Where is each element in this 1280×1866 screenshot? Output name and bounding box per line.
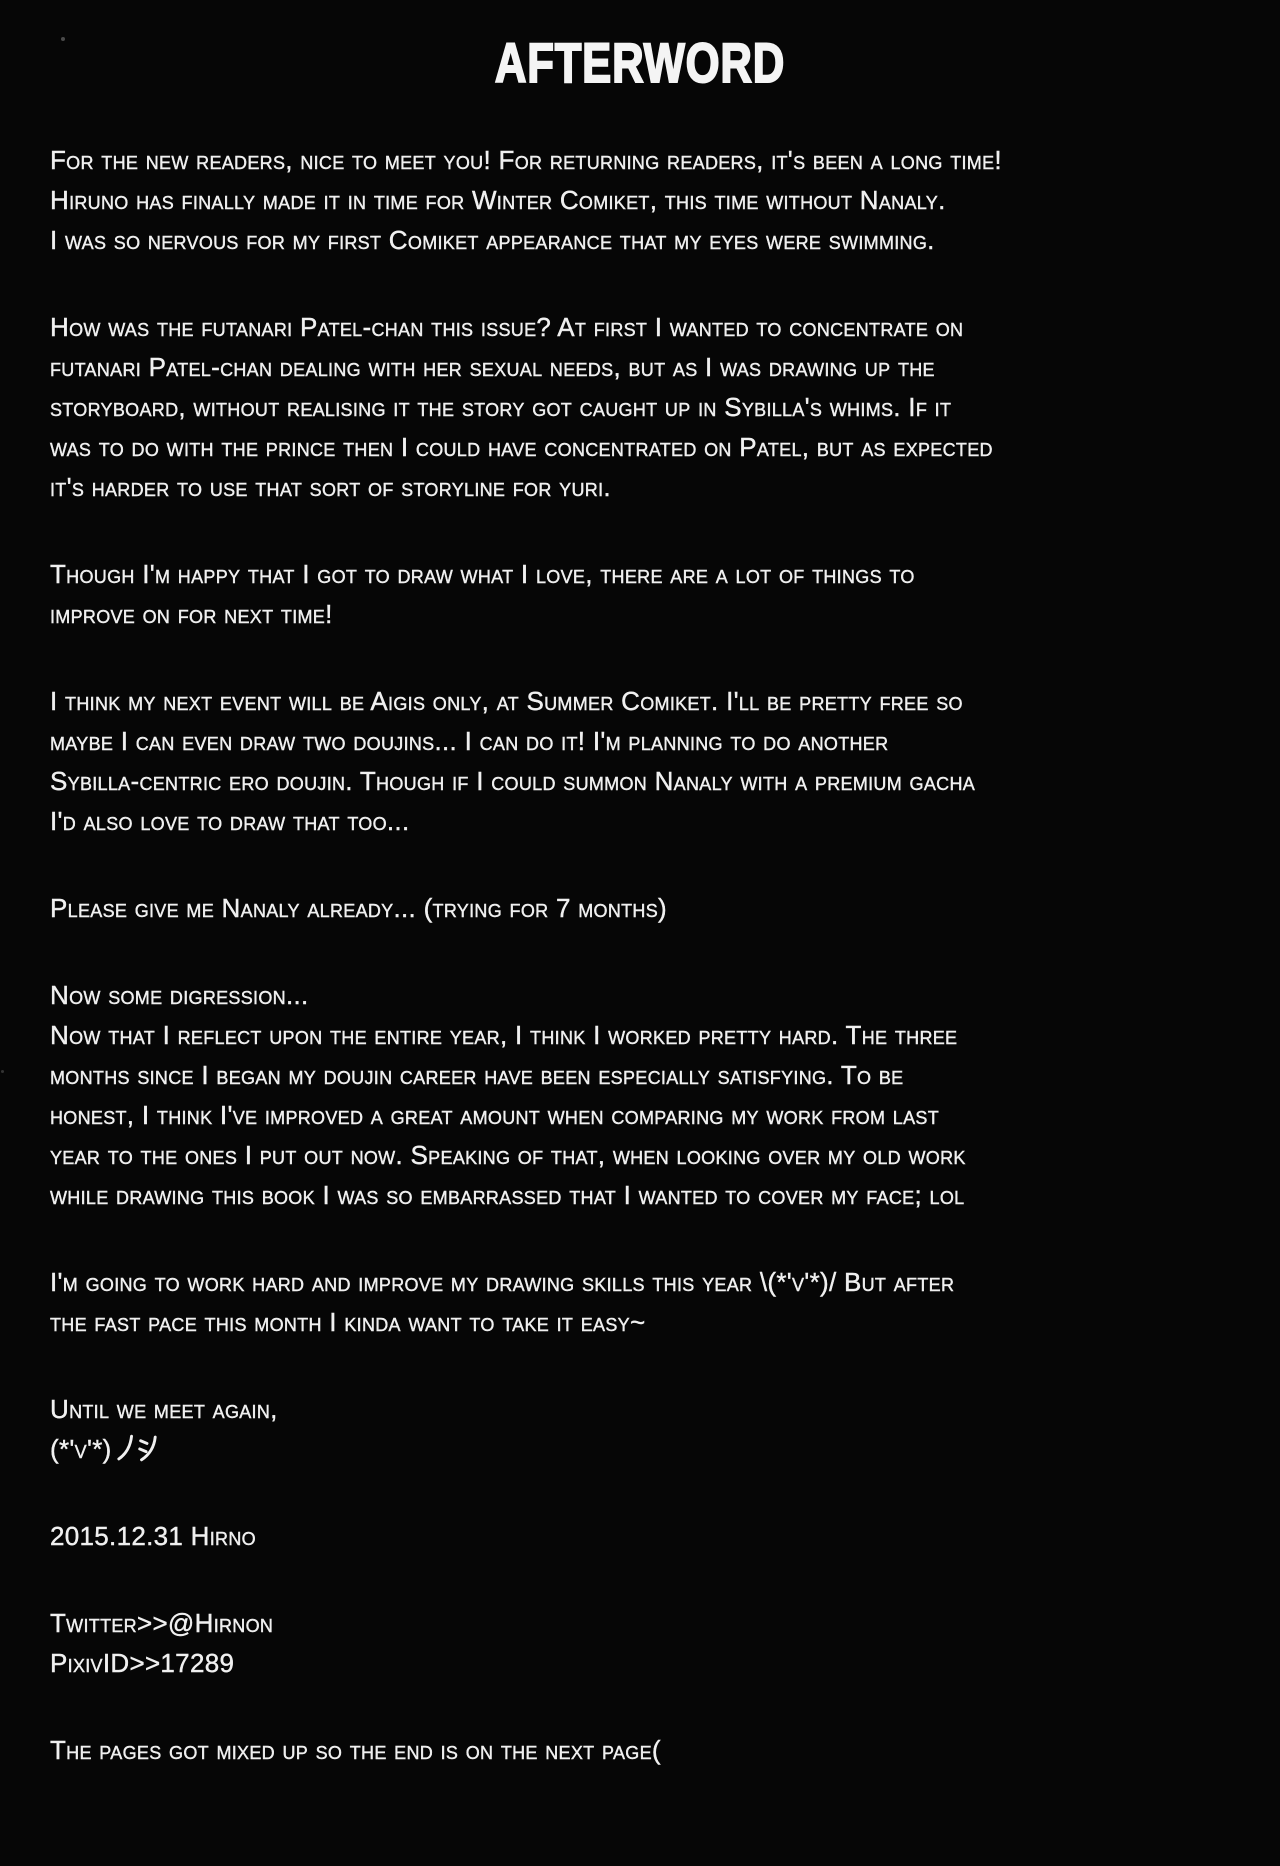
- paragraph-greeting: [50, 140, 1060, 260]
- kaomoji-text: (*'v'*): [50, 1434, 112, 1464]
- afterword-line: storyboard, without realising it the story got caught up in Sybilla's whims. If it: [50, 392, 952, 422]
- afterword-line: For the new readers, nice to meet you! For returning readers, it's been a long time!: [50, 145, 1002, 175]
- afterword-line: while drawing this book I was so embarrassed that I wanted to cover my face; lol: [50, 1180, 965, 1210]
- paragraph-next-event: [50, 681, 1060, 841]
- afterword-line: months since I began my doujin career have been especially satisfying. To be: [50, 1060, 904, 1090]
- afterword-line: Please give me Nanaly already... (trying for 7 months): [50, 893, 667, 923]
- afterword-line: futanari Patel-chan dealing with her sexual needs, but as I was drawing up the: [50, 352, 935, 382]
- paragraph-resolution: [50, 1262, 1060, 1342]
- afterword-line: Now some digression...: [50, 980, 309, 1010]
- paragraph-improvement: [50, 554, 1060, 634]
- afterword-line: Now that I reflect upon the entire year, I think I worked pretty hard. The three: [50, 1020, 958, 1050]
- afterword-line: maybe I can even draw two doujins... I can do it! I'm planning to do another: [50, 726, 889, 756]
- afterword-line: I was so nervous for my first Comiket appearance that my eyes were swimming.: [50, 225, 935, 255]
- paragraph-nanaly-plea: [50, 888, 1060, 928]
- paragraph-page-note: [50, 1730, 1060, 1770]
- date-signature-line: 2015.12.31 Hirno: [50, 1521, 256, 1551]
- twitter-handle-line: Twitter>>@Hirnon: [50, 1608, 274, 1638]
- afterword-line: Sybilla-centric ero doujin. Though if I could summon Nanaly with a premium gacha: [50, 766, 976, 796]
- paragraph-digression: [50, 975, 1060, 1215]
- kaomoji-line: [50, 1429, 1060, 1469]
- page-title: AFTERWORD: [494, 31, 786, 94]
- afterword-line: Hiruno has finally made it in time for Winter Comiket, this time without Nanaly.: [50, 185, 946, 215]
- afterword-body: [50, 140, 1060, 1817]
- afterword-line: Until we meet again,: [50, 1394, 278, 1424]
- kana-wave-glyph-icon: [117, 1433, 157, 1463]
- title-area: [0, 31, 1280, 94]
- afterword-line: I'd also love to draw that too...: [50, 806, 410, 836]
- afterword-line: honest, I think I've improved a great amount when comparing my work from last: [50, 1100, 940, 1130]
- pixiv-id-line: PixivID>>17289: [50, 1648, 235, 1678]
- afterword-line: year to the ones I put out now. Speaking of that, when looking over my old work: [50, 1140, 966, 1170]
- afterword-line: I think my next event will be Aigis only, at Summer Comiket. I'll be pretty free so: [50, 686, 963, 716]
- paragraph-issue-thoughts: [50, 307, 1060, 507]
- scan-artifact-dot: [1, 1070, 4, 1073]
- afterword-line: The pages got mixed up so the end is on the next page(: [50, 1735, 661, 1765]
- paragraph-date-signature: [50, 1516, 1060, 1556]
- paragraph-contacts: [50, 1603, 1060, 1683]
- afterword-line: I'm going to work hard and improve my drawing skills this year \(*'v'*)/ But after: [50, 1267, 955, 1297]
- afterword-line: was to do with the prince then I could have concentrated on Patel, but as expected: [50, 432, 993, 462]
- afterword-line: it's harder to use that sort of storyline for yuri.: [50, 472, 611, 502]
- afterword-line: the fast pace this month I kinda want to take it easy~: [50, 1307, 646, 1337]
- afterword-line: improve on for next time!: [50, 599, 333, 629]
- afterword-line: How was the futanari Patel-chan this issue? At first I wanted to concentrate on: [50, 312, 964, 342]
- afterword-line: Though I'm happy that I got to draw what I love, there are a lot of things to: [50, 559, 915, 589]
- paragraph-signoff: [50, 1389, 1060, 1469]
